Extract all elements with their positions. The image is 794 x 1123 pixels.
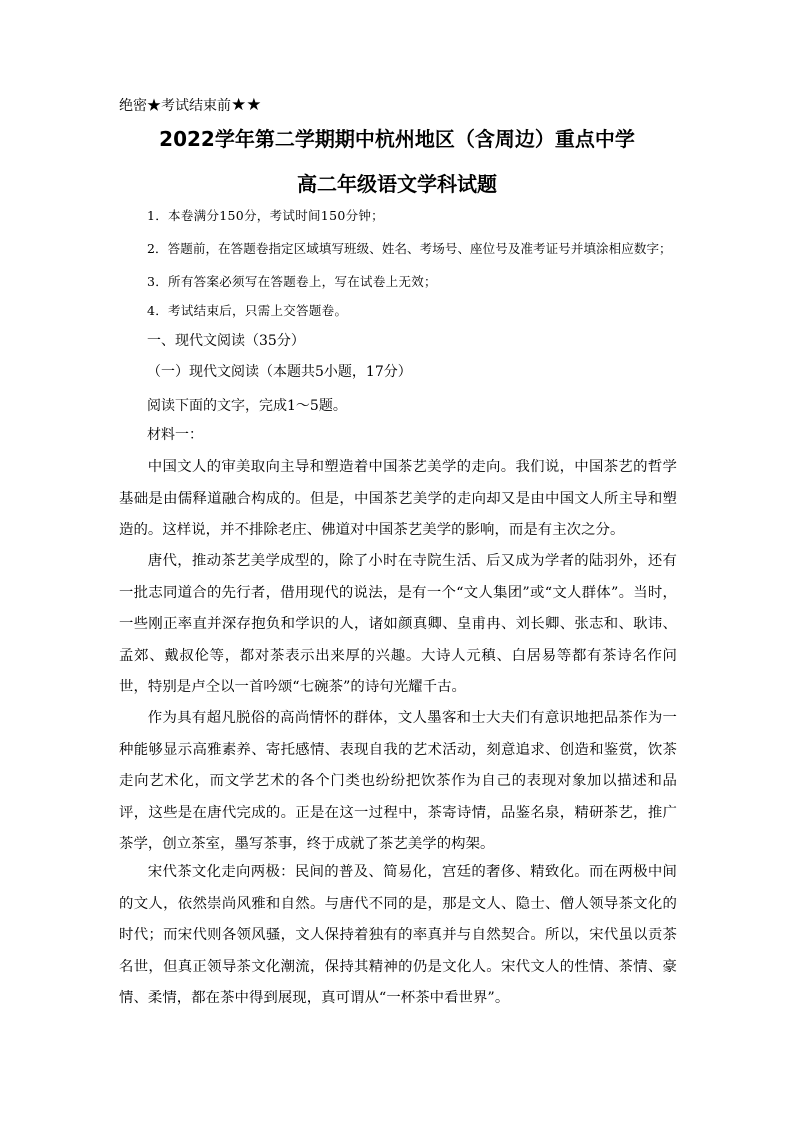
passage-paragraph: 作为具有超凡脱俗的高尚情怀的群体，文人墨客和士大夫们有意识地把品茶作为一种能够显示高雅素养、寄托感情、表现自我的艺术活动，刻意追求、创造和鉴赏，饮茶走向艺术化，而文学艺术的各个门类也纷纷把饮茶作为自己的表现对象加以描述和品评，这些是在唐代完成的。正是在这一过程中，茶寄诗情，品鉴名泉，精研茶艺，推广茶学，创立茶室，墨写茶事，终于成就了茶艺美学的构架。 <box>119 710 677 852</box>
confidential-stars: ★★ <box>231 95 262 115</box>
notice-item: 3．所有答案必须写在答题卷上，写在试卷上无效； <box>147 274 437 289</box>
section-subtitle: （一）现代文阅读（本题共5小题，17分） <box>147 364 412 380</box>
notice-item: 2．答题前，在答题卷指定区域填写班级、姓名、考场号、座位号及准考证号并填涂相应数字； <box>147 241 672 256</box>
exam-subtitle: 高二年级语文学科试题 <box>297 172 497 196</box>
exam-title: 2022学年第二学期期中杭州地区（含周边）重点中学 <box>159 127 635 151</box>
confidential-text: 绝密★考试结束前 <box>119 98 231 114</box>
passage-paragraph: 中国文人的审美取向主导和塑造着中国茶艺美学的走向。我们说，中国茶艺的哲学基础是由儒释道融合构成的。但是，中国茶艺美学的走向却又是由中国文人所主导和塑造的。这样说，并不排除老庄、佛道对中国茶艺美学的影响，而是有主次之分。 <box>119 459 677 538</box>
reading-instruction: 阅读下面的文字，完成1～5题。 <box>147 398 347 414</box>
notice-item: 1．本卷满分150分，考试时间150分钟； <box>147 208 384 223</box>
notice-item: 4．考试结束后，只需上交答题卷。 <box>147 303 348 318</box>
confidential-label <box>119 95 261 116</box>
passage-paragraph: 宋代茶文化走向两极：民间的普及、简易化，宫廷的奢侈、精致化。而在两极中间的文人，依然崇尚风雅和自然。与唐代不同的是，那是文人、隐士、僧人领导茶文化的时代；而宋代则各领风骚，文人保持着独有的率真并与自然契合。所以，宋代虽以贡茶名世，但真正领导茶文化潮流，保持其精神的仍是文化人。宋代文人的性情、茶情、豪情、柔情，都在茶中得到展现，真可谓从“一杯茶中看世界”。 <box>119 864 677 1006</box>
passage-paragraph: 唐代，推动茶艺美学成型的，除了小时在寺院生活、后又成为学者的陆羽外，还有一批志同道合的先行者，借用现代的说法，是有一个“文人集团”或“文人群体”。当时，一些刚正率直并深存抱负和学识的人，诸如颜真卿、皇甫冉、刘长卿、张志和、耿讳、孟郊、戴叔伦等，都对茶表示出来厚的兴趣。大诗人元稹、白居易等都有茶诗名作问世，特别是卢仝以一首吟颂“七碗茶”的诗句光耀千古。 <box>119 553 677 695</box>
material-label: 材料一： <box>147 427 203 443</box>
section-title: 一、现代文阅读（35分） <box>147 333 305 349</box>
